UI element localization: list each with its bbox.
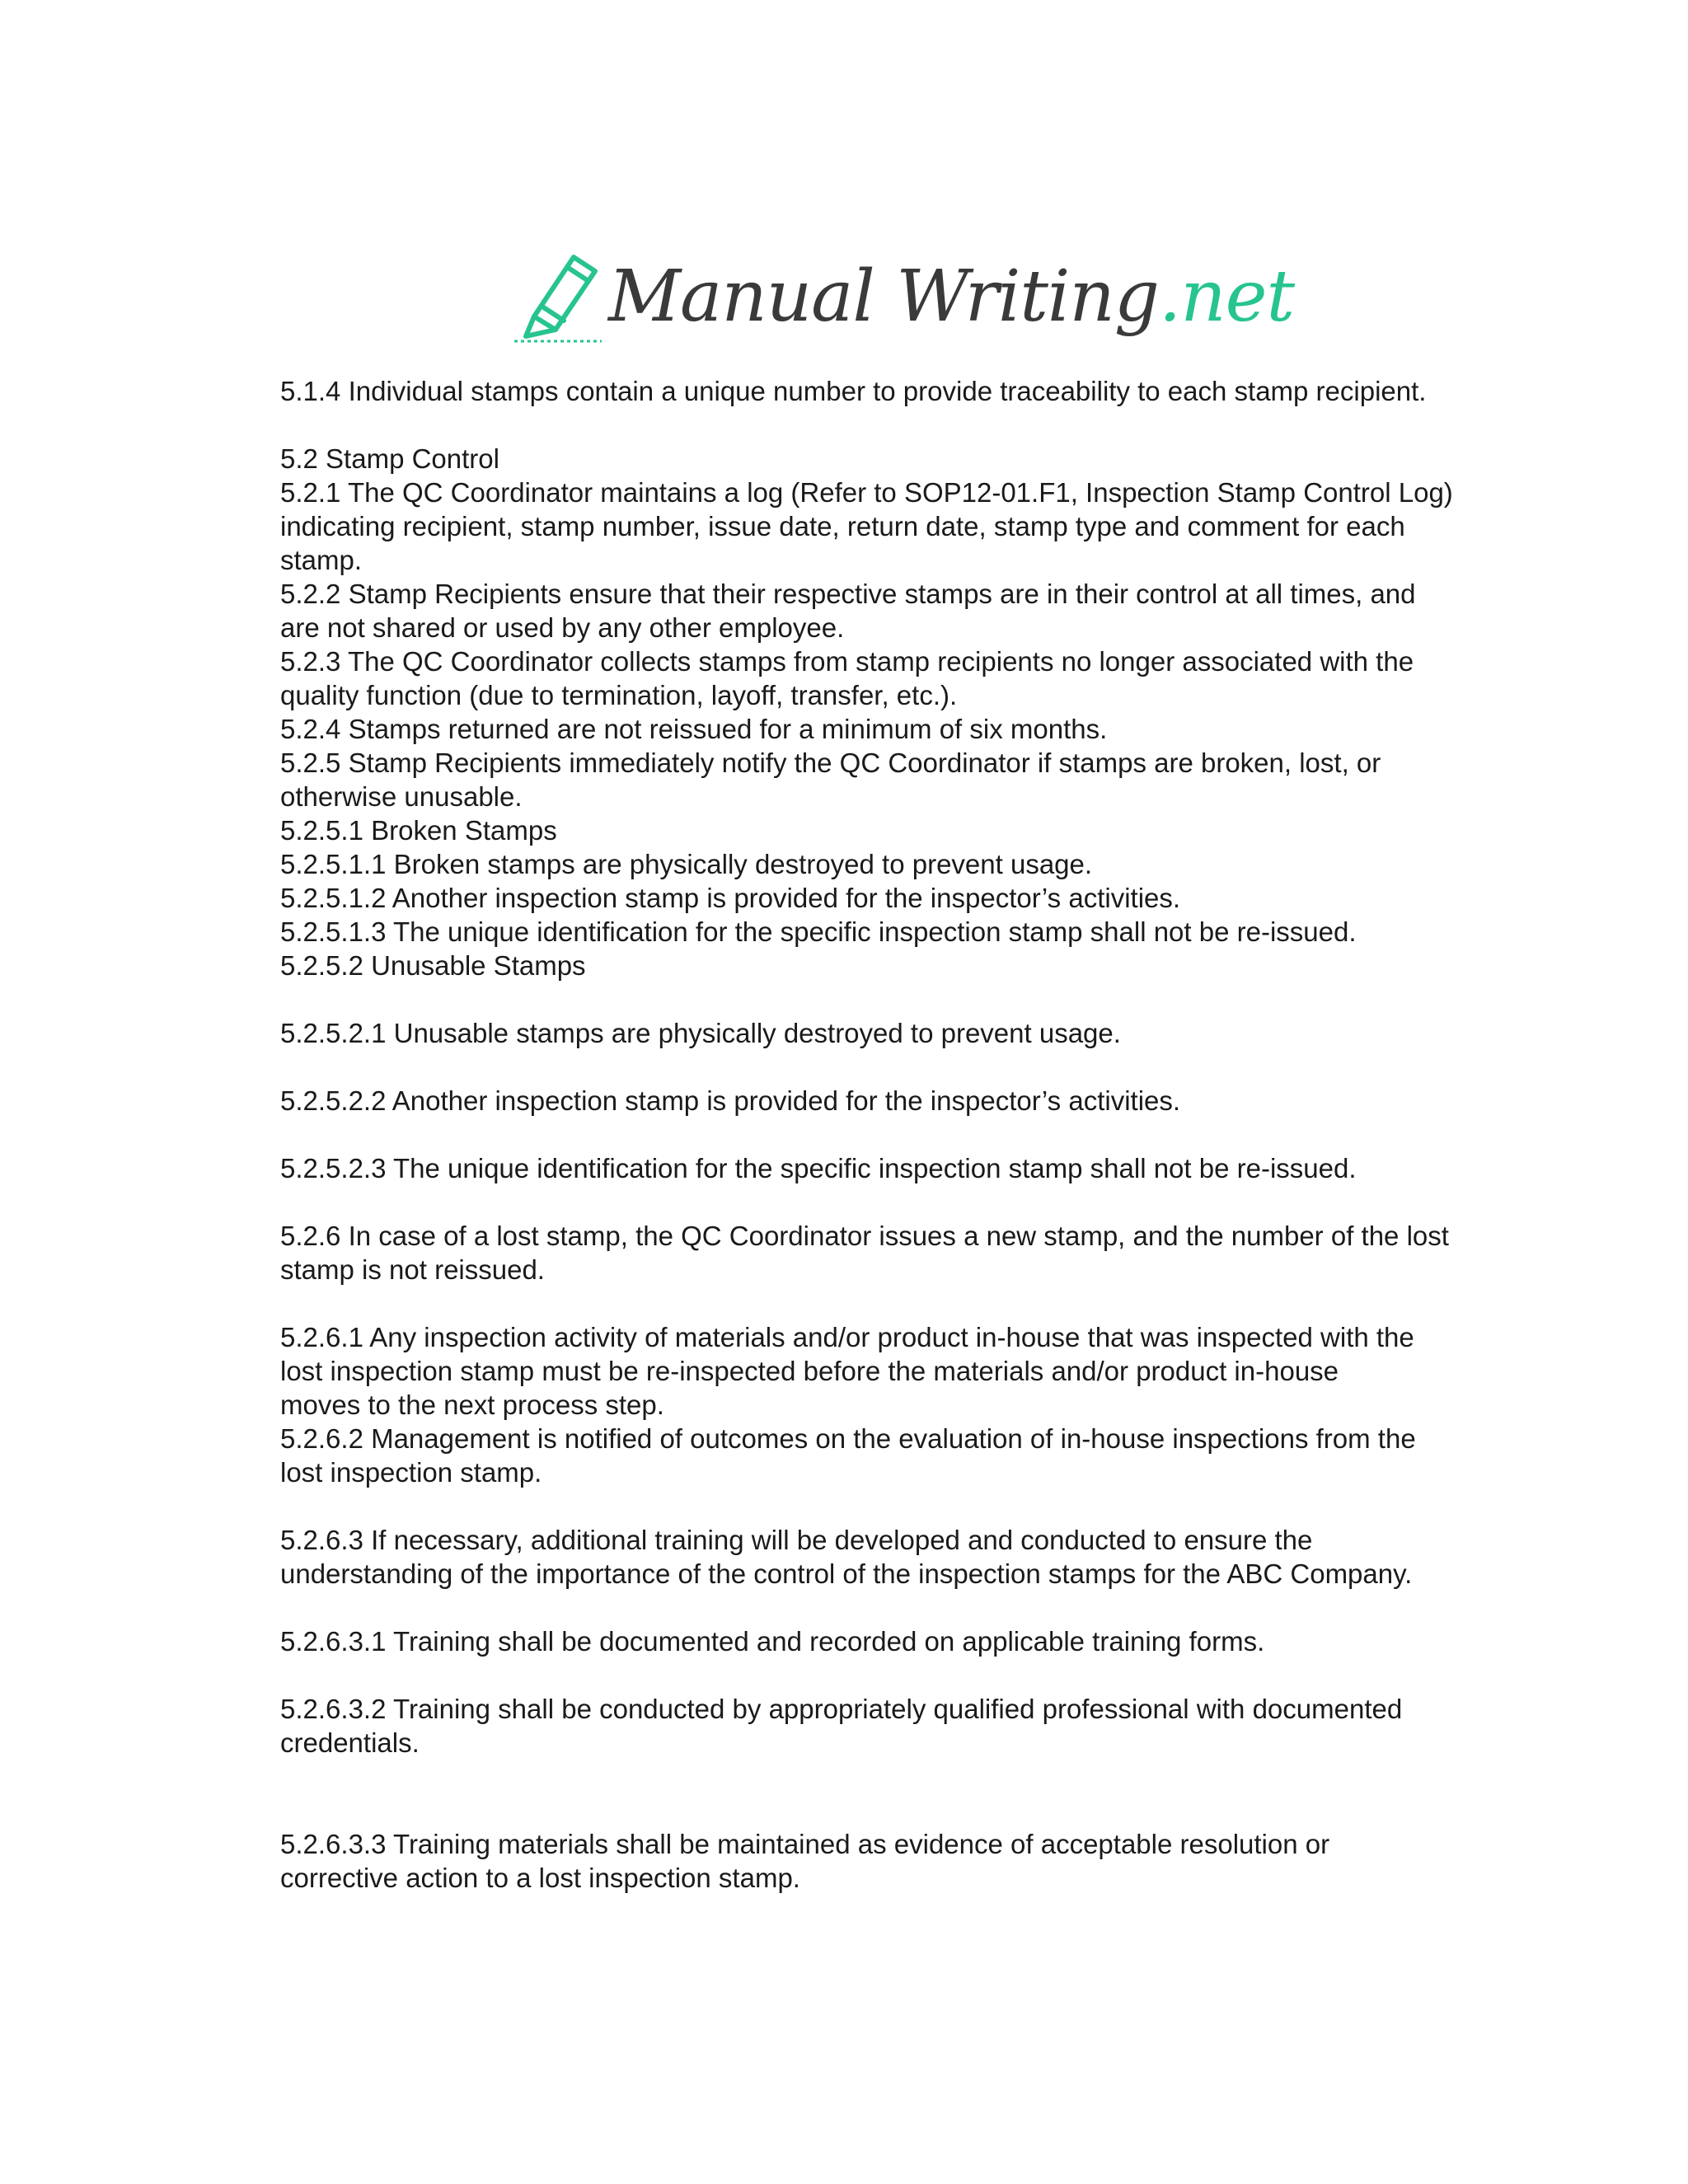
section-5-2-5-2-heading: 5.2.5.2 Unusable Stamps [280,950,586,981]
section-5-2-6-line-1: 5.2.6 In case of a lost stamp, the QC Coordinator issues a new stamp, and the number of the lost [280,1221,1449,1251]
section-5-2-3-line-1: 5.2.3 The QC Coordinator collects stamps from stamp recipients no longer associated with the [280,646,1414,677]
section-5-2-heading: 5.2 Stamp Control [280,443,499,474]
section-5-2-3-line-2: quality function (due to termination, layoff, transfer, etc.). [280,680,958,710]
section-5-2-6-3-3-line-1: 5.2.6.3.3 Training materials shall be maintained as evidence of acceptable resolution or [280,1829,1330,1859]
section-5-2-2-line-1: 5.2.2 Stamp Recipients ensure that their respective stamps are in their control at all times, and [280,579,1416,609]
section-5-2-6-3-1: 5.2.6.3.1 Training shall be documented and recorded on applicable training forms. [280,1626,1265,1657]
section-5-2-6-1-line-3: moves to the next process step. [280,1390,664,1420]
section-5-2-5-1-heading: 5.2.5.1 Broken Stamps [280,815,557,846]
logo-tld: .net [1158,255,1295,338]
document-body [280,374,1453,1895]
section-5-2-1-line-2: indicating recipient, stamp number, issue date, return date, stamp type and comment for each [280,511,1405,541]
site-logo [509,244,1295,368]
section-5-2-5-line-1: 5.2.5 Stamp Recipients immediately notify the QC Coordinator if stamps are broken, lost, or [280,748,1381,778]
section-5-2-6-3-2-line-1: 5.2.6.3.2 Training shall be conducted by appropriately qualified professional with documented [280,1694,1403,1724]
section-5-2-5-1-1: 5.2.5.1.1 Broken stamps are physically destroyed to prevent usage. [280,849,1093,879]
section-5-2-4: 5.2.4 Stamps returned are not reissued for a minimum of six months. [280,714,1108,744]
section-5-2-1-line-1: 5.2.1 The QC Coordinator maintains a log (Refer to SOP12-01.F1, Inspection Stamp Control Log) [280,477,1453,508]
section-5-2-6-2-line-1: 5.2.6.2 Management is notified of outcomes on the evaluation of in-house inspections from the [280,1423,1416,1454]
section-5-2-6-1-line-1: 5.2.6.1 Any inspection activity of materials and/or product in-house that was inspected with the [280,1322,1414,1352]
section-5-2-6-1-line-2: lost inspection stamp must be re-inspected before the materials and/or product in-house [280,1356,1339,1386]
section-5-1-4: 5.1.4 Individual stamps contain a unique number to provide traceability to each stamp recipient. [280,376,1427,406]
section-5-2-6-3-3-line-2: corrective action to a lost inspection stamp. [280,1863,800,1893]
section-5-2-6-2-line-2: lost inspection stamp. [280,1457,542,1488]
section-5-2-5-2-2: 5.2.5.2.2 Another inspection stamp is provided for the inspector’s activities. [280,1085,1181,1116]
section-5-2-5-2-3: 5.2.5.2.3 The unique identification for the specific inspection stamp shall not be re-issued. [280,1153,1357,1183]
section-5-2-6-3-2-line-2: credentials. [280,1727,420,1758]
logo-wordmark [608,255,1294,338]
section-5-2-6-line-2: stamp is not reissued. [280,1254,545,1285]
section-5-2-6-3-line-1: 5.2.6.3 If necessary, additional training will be developed and conducted to ensure the [280,1525,1313,1555]
section-5-2-5-1-2: 5.2.5.1.2 Another inspection stamp is provided for the inspector’s activities. [280,883,1181,913]
section-5-2-5-line-2: otherwise unusable. [280,781,523,812]
section-5-2-5-2-1: 5.2.5.2.1 Unusable stamps are physically destroyed to prevent usage. [280,1018,1121,1048]
section-5-2-6-3-line-2: understanding of the importance of the control of the inspection stamps for the ABC Company. [280,1558,1413,1589]
logo-name: Manual Writing [608,255,1159,338]
pencil-icon [509,244,607,343]
section-5-2-1-line-3: stamp. [280,545,363,575]
section-5-2-5-1-3: 5.2.5.1.3 The unique identification for the specific inspection stamp shall not be re-issued. [280,916,1357,947]
section-5-2-2-line-2: are not shared or used by any other employee. [280,612,845,643]
